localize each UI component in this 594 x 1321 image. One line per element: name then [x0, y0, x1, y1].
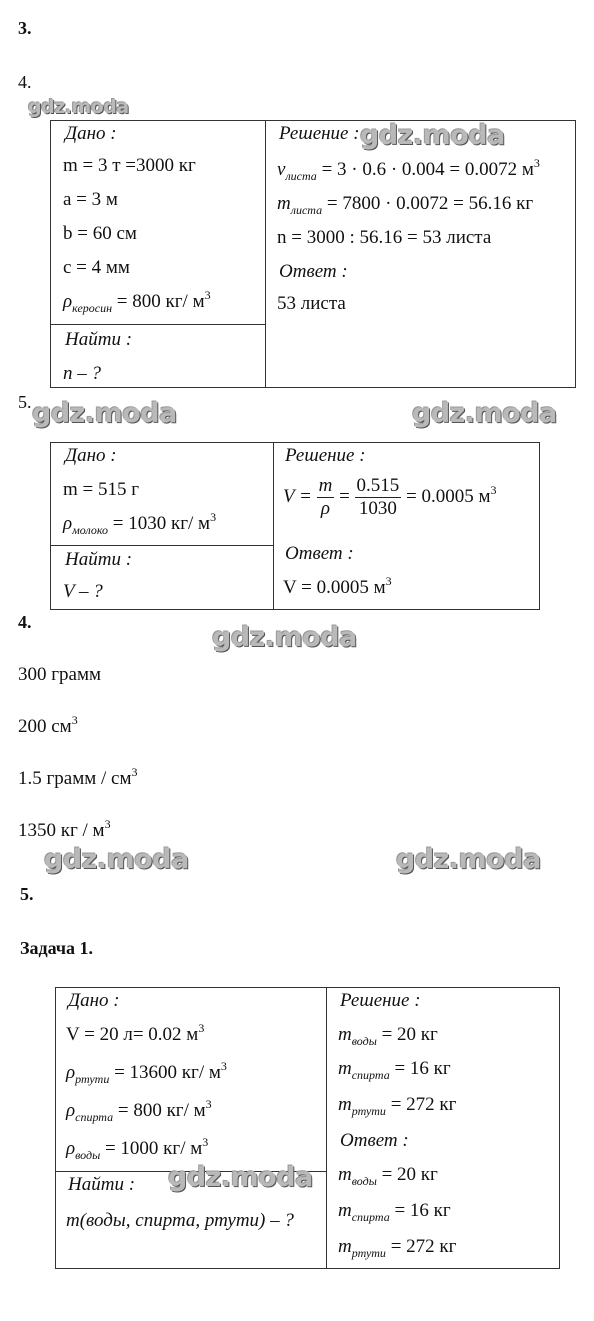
watermark: gdz.moda	[396, 844, 541, 875]
find-value: m(воды, спирта, ртути) – ?	[66, 1210, 294, 1231]
solution-water: $m_{воды} = 20$ кг	[338, 1024, 438, 1048]
given-density: $\rho_{керосин} = 800$ кг/ $м^3$	[63, 288, 211, 315]
table-divider	[265, 121, 266, 387]
answer-title: Ответ :	[340, 1130, 409, 1151]
solution-volume: $v_{листа} = 3 \cdot 0.6 \cdot 0.004 = 0.0072$ $м^3$	[277, 156, 540, 183]
section-marker-4b: 4.	[18, 612, 32, 632]
answer-alcohol: $m_{спирта} = 16$ кг	[338, 1200, 451, 1224]
solution-formula: V = $\frac{m}{\rho}$ = $\frac{0.515}{1030}$ = 0.0005 $м^3$	[283, 475, 497, 519]
answer-line-4: 1350 кг / $м^3$	[18, 817, 111, 841]
answer-water: $m_{воды} = 20$ кг	[338, 1164, 438, 1188]
section-marker-5b: 5.	[20, 884, 34, 904]
watermark: gdz.moda	[44, 844, 189, 875]
find-value: n – ?	[63, 363, 101, 384]
answer-line-2: 200 $см^3$	[18, 713, 78, 737]
watermark: gdz.moda	[32, 398, 177, 429]
table-divider	[51, 545, 273, 546]
given-title: Дано :	[65, 445, 117, 466]
answer-value: V = 0.0005 $м^3$	[283, 574, 392, 598]
watermark: gdz.moda	[168, 1162, 313, 1193]
solution-title: Решение :	[285, 445, 366, 466]
table-divider	[326, 988, 327, 1268]
watermark: gdz.moda	[412, 398, 557, 429]
problem1-table	[55, 987, 560, 1269]
watermark: gdz.moda	[360, 120, 505, 151]
given-density: $\rho_{молоко} = 1030$ кг/ $м^3$	[63, 510, 217, 537]
table-divider	[273, 443, 274, 609]
solution-title: Решение :	[340, 990, 421, 1011]
given-a: a = 3 м	[63, 189, 118, 210]
solution-title: Решение :	[279, 123, 360, 144]
task4-table	[50, 120, 576, 388]
watermark: gdz.moda	[28, 96, 129, 118]
answer-title: Ответ :	[285, 543, 354, 564]
solution-alcohol: $m_{спирта} = 16$ кг	[338, 1058, 451, 1082]
answer-line-1: 300 грамм	[18, 664, 102, 685]
given-mass: m = 3 т =3000 кг	[63, 155, 196, 176]
find-title: Найти :	[65, 329, 133, 350]
watermark: gdz.moda	[212, 622, 357, 653]
given-b: b = 60 см	[63, 223, 137, 244]
find-value: V – ?	[63, 581, 103, 602]
given-volume: V = 20 л= 0.02 $м^3$	[66, 1021, 205, 1045]
given-title: Дано :	[68, 990, 120, 1011]
given-mass: m = 515 г	[63, 479, 140, 500]
task5-table	[50, 442, 540, 610]
solution-count: n = 3000 : 56.16 = 53 листа	[277, 227, 492, 248]
solution-mass: $m_{листа} = 7800 \cdot 0.0072 = 56.16$ кг	[277, 193, 534, 217]
section-marker-4: 4.	[18, 72, 32, 92]
find-title: Найти :	[68, 1174, 136, 1195]
solution-mercury: $m_{ртути} = 272$ кг	[338, 1094, 457, 1118]
given-c: c = 4 мм	[63, 257, 130, 278]
section-marker-5: 5.	[18, 392, 32, 412]
section-marker-3: 3.	[18, 18, 32, 38]
given-density-water: $\rho_{воды} = 1000$ кг/ $м^3$	[66, 1135, 209, 1162]
given-density-alcohol: $\rho_{спирта} = 800$ кг/ $м^3$	[66, 1097, 212, 1124]
answer-line-3: 1.5 грамм / $см^3$	[18, 765, 138, 789]
problem-title: Задача 1.	[20, 938, 94, 958]
given-density-mercury: $\rho_{ртути} = 13600$ кг/ $м^3$	[66, 1059, 227, 1086]
table-divider	[51, 324, 265, 325]
answer-title: Ответ :	[279, 261, 348, 282]
answer-value: 53 листа	[277, 293, 346, 314]
find-title: Найти :	[65, 549, 133, 570]
given-title: Дано :	[65, 123, 117, 144]
answer-mercury: $m_{ртути} = 272$ кг	[338, 1236, 457, 1260]
